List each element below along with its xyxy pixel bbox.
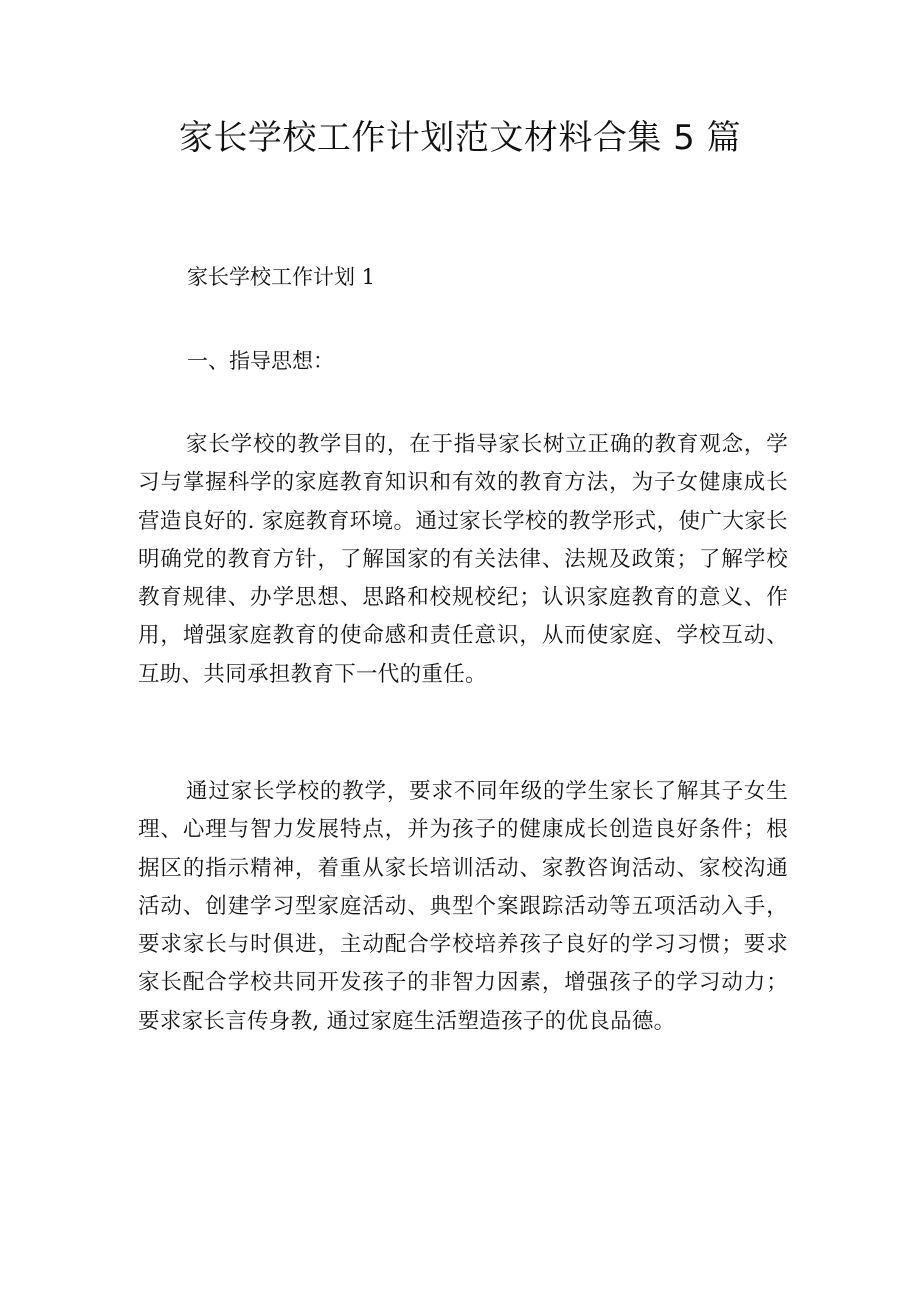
section-title: 家长学校工作计划 1	[187, 265, 376, 289]
document-title: 家长学校工作计划范文材料合集 5 篇	[178, 118, 742, 158]
paragraph-teaching-purpose: 家长学校的教学目的，在于指导家长树立正确的教育观念，学习与掌握科学的家庭教育知识和有效的教育方法，为子女健康成长营造良好的. 家庭教育环境。通过家长学校的教学形式，使广大家长明确党的教育方针，了解国家的有关法律、法规及政策；了解学校教育规律、办学思想、思路和校规校纪；认识家庭教育的意义、作用，增强家庭教育的使命感和责任意识，从而使家庭、学校互动、互助、共同承担教育下一代的重任。	[138, 432, 788, 687]
subheading-guiding-ideology: 一、指导思想：	[187, 349, 334, 373]
paragraph-teaching-requirements: 通过家长学校的教学，要求不同年级的学生家长了解其子女生理、心理与智力发展特点，并为孩子的健康成长创造良好条件；根据区的指示精神，着重从家长培训活动、家教咨询活动、家校沟通活动、创建学习型家庭活动、典型个案跟踪活动等五项活动入手，要求家长与时俱进，主动配合学校培养孩子良好的学习习惯；要求家长配合学校共同开发孩子的非智力因素，增强孩子的学习动力；要求家长言传身教, 通过家庭生活塑造孩子的优良品德。	[138, 779, 788, 1034]
